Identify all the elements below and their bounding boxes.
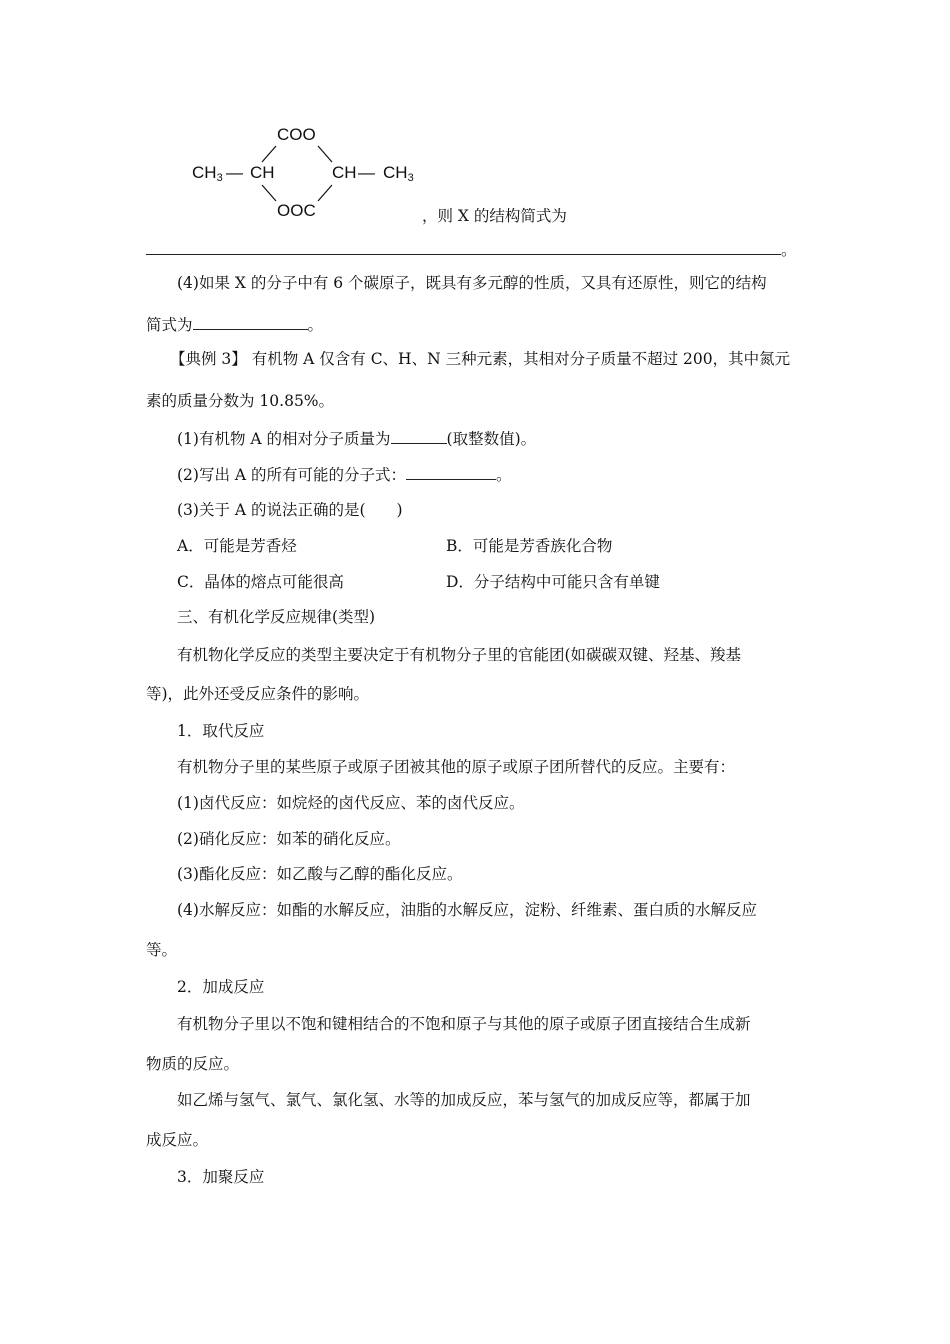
sub1-item1: (1)卤代反应：如烷烃的卤代反应、苯的卤代反应。 bbox=[177, 794, 525, 812]
q3-tail: ，则 X 的结构简式为 bbox=[422, 207, 567, 225]
sub1-desc: 有机物分子里的某些原子或原子团被其他的原子或原子团所替代的反应。主要有： bbox=[177, 758, 736, 776]
example3-line2: 素的质量分数为 10.85%。 bbox=[146, 392, 335, 410]
q1-answer-blank[interactable] bbox=[391, 429, 447, 444]
q2-answer-blank[interactable] bbox=[406, 465, 496, 480]
q2-suffix: 。 bbox=[496, 466, 512, 484]
option-b: B．可能是芳香族化合物 bbox=[446, 537, 613, 555]
sub1-title: 1．取代反应 bbox=[177, 722, 265, 740]
q4-answer-blank[interactable] bbox=[193, 315, 308, 330]
sub2-title: 2．加成反应 bbox=[177, 978, 265, 996]
left-methyl-c: CH bbox=[192, 163, 217, 182]
q3-answer-blank[interactable] bbox=[146, 240, 781, 255]
example3-tag: 【典例 3】 bbox=[170, 350, 247, 368]
right-methyl-sub: 3 bbox=[407, 172, 414, 184]
bond-bottom-right bbox=[318, 185, 332, 201]
q4-line2 bbox=[146, 315, 323, 335]
example3-q1 bbox=[177, 429, 536, 449]
example3-q2 bbox=[177, 465, 512, 485]
option-d: D．分子结构中可能只含有单键 bbox=[446, 573, 660, 591]
sub1-item2: (2)硝化反应：如苯的硝化反应。 bbox=[177, 830, 401, 848]
q3-period: 。 bbox=[781, 241, 797, 259]
left-methyl-sub: 3 bbox=[216, 172, 223, 184]
right-methyl-c: CH bbox=[383, 163, 408, 182]
right-bond: — bbox=[358, 163, 375, 182]
sub2-example-line1: 如乙烯与氢气、氯气、氯化氢、水等的加成反应，苯与氢气的加成反应等，都属于加 bbox=[177, 1091, 751, 1109]
q4-prefix: 简式为 bbox=[146, 316, 193, 334]
right-ch: CH bbox=[332, 163, 357, 182]
sub3-title: 3．加聚反应 bbox=[177, 1168, 265, 1186]
section3-heading: 三、有机化学反应规律(类型) bbox=[177, 608, 376, 626]
option-a: A．可能是芳香烃 bbox=[177, 537, 297, 555]
q4-suffix: 。 bbox=[307, 316, 324, 334]
option-c: C．晶体的熔点可能很高 bbox=[177, 573, 344, 591]
section3-intro-line1: 有机物化学反应的类型主要决定于有机物分子里的官能团(如碳碳双键、羟基、羧基 bbox=[177, 646, 742, 664]
sub1-item4: (4)水解反应：如酯的水解反应，油脂的水解反应，淀粉、纤维素、蛋白质的水解反应 bbox=[177, 901, 757, 919]
bond-top-right bbox=[318, 146, 332, 162]
sub2-example-line2: 成反应。 bbox=[146, 1131, 209, 1149]
sub2-desc-line1: 有机物分子里以不饱和键相结合的不饱和原子与其他的原子或原子团直接结合生成新 bbox=[177, 1015, 751, 1033]
example3-q3: (3)关于 A 的说法正确的是( ) bbox=[177, 501, 403, 519]
bond-bottom-left bbox=[262, 185, 276, 201]
sub1-item4-cont: 等。 bbox=[146, 941, 178, 959]
q1-prefix: (1)有机物 A 的相对分子质量为 bbox=[177, 430, 391, 448]
q3-answer-line bbox=[146, 240, 797, 260]
example3-line1 bbox=[170, 349, 790, 369]
coo-group: COO bbox=[277, 125, 316, 144]
bond-top-left bbox=[262, 146, 276, 162]
sub1-item3: (3)酯化反应：如乙酸与乙醇的酯化反应。 bbox=[177, 865, 463, 883]
ooc-group: OOC bbox=[277, 201, 316, 220]
left-bond: — bbox=[226, 163, 243, 182]
example3-text: 有机物 A 仅含有 C、H、N 三种元素，其相对分子质量不超过 200，其中氮元 bbox=[246, 350, 791, 368]
left-ch: CH bbox=[250, 163, 275, 182]
q4-line1: (4)如果 X 的分子中有 6 个碳原子，既具有多元醇的性质，又具有还原性，则它的结构 bbox=[177, 274, 767, 292]
q2-prefix: (2)写出 A 的所有可能的分子式： bbox=[177, 466, 407, 484]
sub2-desc-line2: 物质的反应。 bbox=[146, 1055, 240, 1073]
q1-suffix: (取整数值)。 bbox=[446, 430, 537, 448]
section3-intro-line2: 等)，此外还受反应条件的影响。 bbox=[146, 685, 370, 703]
